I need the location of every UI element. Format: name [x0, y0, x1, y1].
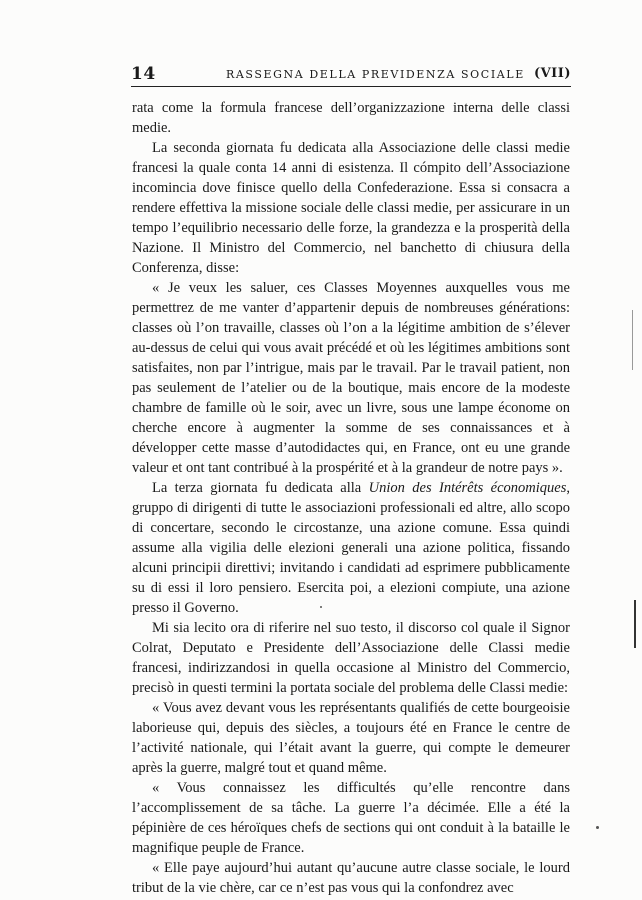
page-number: 14 — [131, 64, 156, 84]
paragraph: La seconda giornata fu dedicata alla Associazione delle classi medie francesi la quale conta 14 anni di esistenza. Il cómpito dell’Associazione incomincia dove finisce quello della Confederazione. Essa si consacra a rendere effettiva la missione sociale delle classi medie, per assicurare in un tempo l’equilibrio necessario delle forze, la grandezza e la prosperità della Nazione. Il Ministro del Commercio, nel banchetto di chiusura della Conferenza, disse: — [132, 140, 570, 276]
scan-speck — [596, 826, 599, 829]
scan-speck — [320, 606, 322, 608]
quoted-paragraph: « Vous connaissez les difficultés qu’elle rencontre dans l’accomplissement de sa tâche. La guerre l’a décimée. Elle a été la pépinière de ces héroïques chefs de sections qui ont conduit à la bataille le magnifique peuple de France. — [132, 780, 570, 856]
paragraph: Mi sia lecito ora di riferire nel suo testo, il discorso col quale il Signor Colrat, Deputato e Presidente dell’Associazione delle Classi medie francesi, indirizzandosi in quella occasione al Ministro del Commercio, precisò in questi termini la portata sociale del problema delle Classi medie: — [132, 620, 570, 696]
paragraph-text: La terza giornata fu dedicata alla — [152, 480, 369, 496]
body-text — [132, 98, 570, 898]
section-mark: (VII) — [533, 66, 571, 81]
page-header — [131, 64, 571, 87]
scan-edge-mark — [634, 600, 636, 648]
paragraph-text: , gruppo di dirigenti di tutte le associazioni professionali ed altre, allo scopo di concertare, secondo le circostanze, una azione comune. Essa quindi assume alla vigilia delle elezioni generali una azione politica, fissando alcuni principii direttivi; invitando i candidati ad esprimere pubblicamente su di essi il loro pensiero. Esercita poi, a elezioni compiute, una azione presso il Governo. — [132, 480, 570, 616]
scan-edge-mark — [632, 310, 633, 370]
paragraph — [132, 478, 570, 618]
paragraph-continuation: rata come la formula francese dell’organizzazione interna delle classi medie. — [132, 100, 570, 136]
organization-name: Union des Intérêts économiques — [368, 480, 567, 496]
running-title: RASSEGNA DELLA PREVIDENZA SOCIALE — [226, 68, 525, 81]
quoted-paragraph: « Vous avez devant vous les représentants qualifiés de cette bourgeoisie laborieuse qui, depuis des siècles, a toujours été en France le centre de l’activité nationale, qui l’était avant la guerre, qui compte le demeurer après la guerre, malgré tout et quand même. — [132, 700, 570, 776]
quoted-paragraph: « Elle paye aujourd’hui autant qu’aucune autre classe sociale, le lourd tribut de la vie chère, car ce n’est pas vous qui la confondrez avec — [132, 860, 570, 896]
quoted-paragraph: « Je veux les saluer, ces Classes Moyennes auxquelles vous me permettrez de me vanter d’appartenir depuis de nombreuses générations: classes où l’on travaille, classes où l’on a la légitime ambition de s’élever au-dessus de celui qui vous avait précédé et où les légitimes ambitions sont satisfaites, non par l’intrigue, mais par le travail. Par le travail patient, non pas seulement de l’atelier ou de la boutique, mais encore de la modeste chambre de famille où le soir, avec un livre, sous une lampe économe on cherche encore à augmenter la somme de ses connaissances et à développer cette masse d’autodidactes qui, en France, ont eu une grande valeur et ont tant contribué à la prospérité et à la grandeur de notre pays ». — [132, 280, 570, 476]
